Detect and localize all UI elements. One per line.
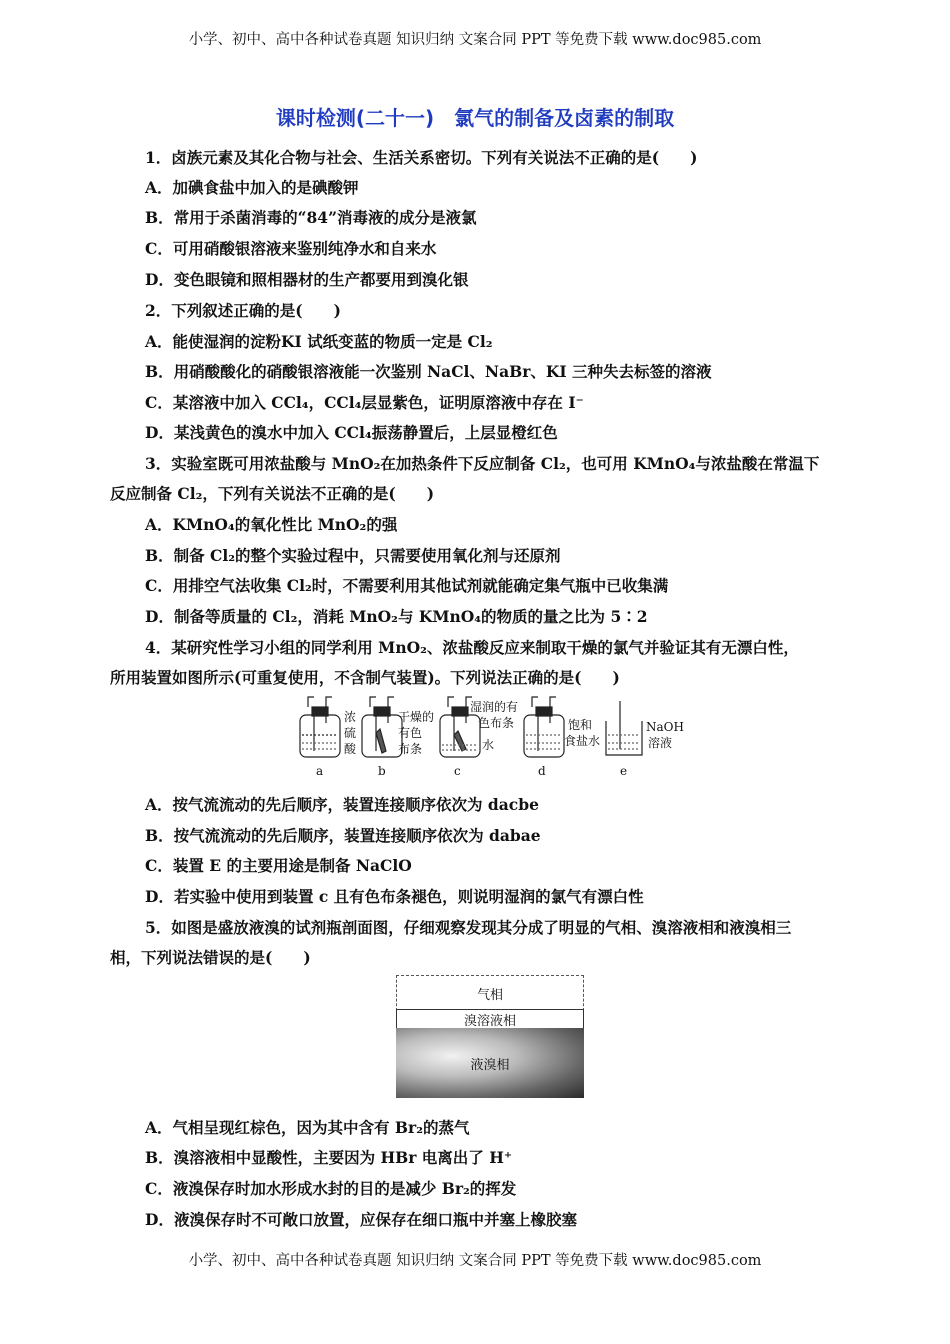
label-d-1: 饱和 bbox=[568, 718, 593, 732]
q4-option-d: D．若实验中使用到装置 c 且有色布条褪色，则说明湿润的氯气有漂白性 bbox=[145, 887, 644, 906]
label-b-3: 布条 bbox=[398, 742, 423, 756]
q3-stem-line2: 反应制备 Cl₂，下列有关说法不正确的是( ) bbox=[110, 484, 435, 503]
label-c-3: 水 bbox=[482, 738, 495, 752]
bottle-a bbox=[300, 697, 340, 757]
q3-option-c: C．用排空气法收集 Cl₂时，不需要利用其他试剂就能确定集气瓶中已收集满 bbox=[145, 576, 669, 595]
q5-option-d: D．液溴保存时不可敞口放置，应保存在细口瓶中并塞上橡胶塞 bbox=[145, 1210, 577, 1229]
label-b-2: 有色 bbox=[398, 726, 423, 740]
bottle-d bbox=[524, 697, 564, 757]
q1-option-b: B．常用于杀菌消毒的“84”消毒液的成分是液氯 bbox=[145, 208, 477, 227]
q5-option-a: A．气相呈现红棕色，因为其中含有 Br₂的蒸气 bbox=[145, 1118, 470, 1137]
page-title: 课时检测(二十一) 氯气的制备及卤素的制取 bbox=[275, 106, 675, 130]
label-a-2: 硫 bbox=[344, 726, 357, 740]
q1-option-d: D．变色眼镜和照相器材的生产都要用到溴化银 bbox=[145, 270, 469, 289]
gas-phase-label: 气相 bbox=[476, 987, 503, 1003]
q1-option-c: C．可用硝酸银溶液来鉴别纯净水和自来水 bbox=[145, 239, 437, 258]
letter-a: a bbox=[316, 764, 324, 778]
q5-option-b: B．溴溶液相中显酸性，主要因为 HBr 电离出了 H⁺ bbox=[145, 1148, 513, 1167]
q3-stem-line1: 3．实验室既可用浓盐酸与 MnO₂在加热条件下反应制备 Cl₂，也可用 KMnO₄与浓盐酸在常温下 bbox=[145, 454, 820, 473]
solution-phase bbox=[396, 1009, 584, 1029]
q5-option-c: C．液溴保存时加水形成水封的目的是减少 Br₂的挥发 bbox=[145, 1179, 517, 1198]
q4-stem-line2: 所用装置如图所示(可重复使用，不含制气装置)。下列说法正确的是( ) bbox=[110, 668, 620, 687]
q3-option-b: B．制备 Cl₂的整个实验过程中，只需要使用氧化剂与还原剂 bbox=[145, 546, 561, 565]
label-c-1: 湿润的有 bbox=[470, 700, 519, 714]
liquid-phase bbox=[396, 1028, 584, 1098]
q2-option-b: B．用硝酸酸化的硝酸银溶液能一次鉴别 NaCl、NaBr、KI 三种失去标签的溶液 bbox=[145, 362, 712, 381]
label-e-2: 溶液 bbox=[648, 736, 673, 750]
letter-e: e bbox=[620, 764, 628, 778]
page-header: 小学、初中、高中各种试卷真题 知识归纳 文案合同 PPT 等免费下载 www.doc985.com bbox=[188, 32, 762, 48]
liquid-phase-label: 液溴相 bbox=[470, 1057, 510, 1073]
q2-option-d: D．某浅黄色的溴水中加入 CCl₄振荡静置后，上层显橙红色 bbox=[145, 423, 558, 442]
label-d-2: 食盐水 bbox=[564, 734, 601, 748]
q2-option-c: C．某溶液中加入 CCl₄，CCl₄层显紫色，证明原溶液中存在 I⁻ bbox=[145, 393, 584, 412]
q5-stem-line1: 5．如图是盛放液溴的试剂瓶剖面图，仔细观察发现其分成了明显的气相、溴溶液相和液溴相三 bbox=[145, 918, 792, 937]
letter-c: c bbox=[454, 764, 461, 778]
letter-d: d bbox=[538, 764, 546, 778]
label-b-1: 干燥的 bbox=[398, 710, 435, 724]
gas-phase bbox=[396, 975, 584, 1011]
q3-option-a: A．KMnO₄的氧化性比 MnO₂的强 bbox=[145, 515, 398, 534]
bottle-b bbox=[362, 697, 402, 757]
q4-option-c: C．装置 E 的主要用途是制备 NaClO bbox=[145, 856, 412, 875]
q4-stem-line1: 4．某研究性学习小组的同学利用 MnO₂、浓盐酸反应来制取干燥的氯气并验证其有无漂白性， bbox=[145, 638, 799, 657]
label-c-2: 色布条 bbox=[478, 716, 515, 730]
beaker-e bbox=[606, 701, 642, 755]
q1-stem: 1．卤族元素及其化合物与社会、生活关系密切。下列有关说法不正确的是( ) bbox=[145, 148, 698, 167]
letter-b: b bbox=[378, 764, 386, 778]
q2-option-a: A．能使湿润的淀粉KI 试纸变蓝的物质一定是 Cl₂ bbox=[145, 332, 493, 351]
label-e-1: NaOH bbox=[646, 720, 684, 734]
q1-option-a: A．加碘食盐中加入的是碘酸钾 bbox=[145, 178, 359, 197]
page-footer: 小学、初中、高中各种试卷真题 知识归纳 文案合同 PPT 等免费下载 www.doc985.com bbox=[188, 1253, 762, 1269]
q5-stem-line2: 相，下列说法错误的是( ) bbox=[110, 948, 311, 967]
q4-option-b: B．按气流流动的先后顺序，装置连接顺序依次为 dabae bbox=[145, 826, 541, 845]
q2-stem: 2．下列叙述正确的是( ) bbox=[145, 301, 341, 320]
bromine-bottle-figure bbox=[396, 975, 584, 1099]
q3-option-d: D．制备等质量的 Cl₂，消耗 MnO₂与 KMnO₄的物质的量之比为 5∶2 bbox=[145, 607, 648, 626]
solution-phase-label: 溴溶液相 bbox=[463, 1013, 516, 1029]
q4-option-a: A．按气流流动的先后顺序，装置连接顺序依次为 dacbe bbox=[145, 795, 539, 814]
label-a-3: 酸 bbox=[344, 742, 357, 756]
label-a-1: 浓 bbox=[344, 710, 357, 724]
apparatus-figure bbox=[290, 693, 710, 783]
